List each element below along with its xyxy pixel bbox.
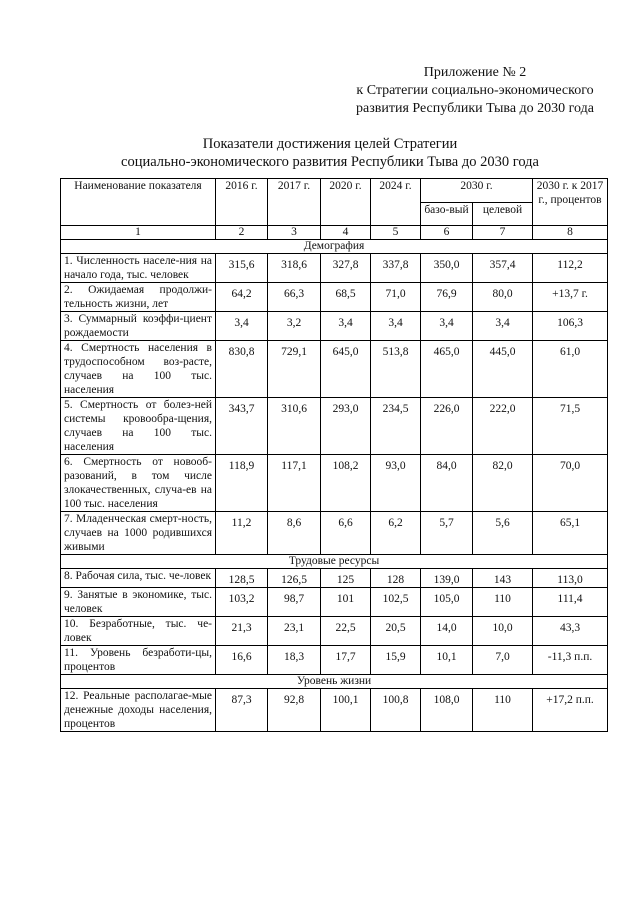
- section-title: Демография: [61, 240, 608, 254]
- column-index: 6: [421, 226, 473, 240]
- title-line: Показатели достижения целей Стратегии: [202, 136, 458, 152]
- header-base: базо-вый: [421, 202, 473, 226]
- indicator-value: 128: [371, 569, 421, 588]
- column-index-row: [61, 226, 608, 240]
- indicator-value: 5,7: [421, 512, 473, 555]
- indicator-value: 11,2: [216, 512, 268, 555]
- indicator-value: +17,2 п.п.: [533, 689, 608, 732]
- indicator-value: 71,0: [371, 283, 421, 312]
- header-target: целевой: [473, 202, 533, 226]
- column-index: 7: [473, 226, 533, 240]
- column-index: 1: [61, 226, 216, 240]
- indicator-value: 126,5: [268, 569, 321, 588]
- table-row: [61, 569, 608, 588]
- indicator-value: 327,8: [321, 254, 371, 283]
- indicator-value: 61,0: [533, 341, 608, 398]
- appendix-line: развития Республики Тыва до 2030 года: [356, 101, 594, 116]
- header-2030: 2030 г.: [421, 179, 533, 203]
- header-2024: 2024 г.: [371, 179, 421, 226]
- header-2017: 2017 г.: [268, 179, 321, 226]
- indicator-name: 7. Младенческая смерт-ность, случаев на 1000 родившихся живыми: [61, 512, 216, 555]
- indicators-table: [60, 178, 608, 732]
- indicator-value: 143: [473, 569, 533, 588]
- section-row: [61, 555, 608, 569]
- indicator-name: 3. Суммарный коэффи-циент рождаемости: [61, 312, 216, 341]
- indicator-value: 3,4: [473, 312, 533, 341]
- section-row: [61, 675, 608, 689]
- table-body: [61, 240, 608, 732]
- indicator-value: 3,4: [421, 312, 473, 341]
- indicator-value: 18,3: [268, 646, 321, 675]
- table-row: [61, 283, 608, 312]
- table-row: [61, 689, 608, 732]
- indicator-value: 139,0: [421, 569, 473, 588]
- indicator-value: 6,2: [371, 512, 421, 555]
- indicator-value: 105,0: [421, 588, 473, 617]
- table-row: [61, 512, 608, 555]
- table-row: [61, 398, 608, 455]
- header-name: Наименование показателя: [61, 179, 216, 226]
- indicator-value: 465,0: [421, 341, 473, 398]
- indicator-value: 10,1: [421, 646, 473, 675]
- indicator-value: 830,8: [216, 341, 268, 398]
- indicator-name: 2. Ожидаемая продолжи-тельность жизни, лет: [61, 283, 216, 312]
- indicator-value: 80,0: [473, 283, 533, 312]
- indicator-value: 222,0: [473, 398, 533, 455]
- indicator-value: 100,1: [321, 689, 371, 732]
- indicator-value: 8,6: [268, 512, 321, 555]
- indicator-value: 92,8: [268, 689, 321, 732]
- appendix-block: [340, 64, 610, 118]
- indicator-value: 110: [473, 588, 533, 617]
- column-index: 3: [268, 226, 321, 240]
- indicator-value: 310,6: [268, 398, 321, 455]
- indicator-value: 15,9: [371, 646, 421, 675]
- indicator-name: 11. Уровень безработи-цы, процентов: [61, 646, 216, 675]
- section-title: Уровень жизни: [61, 675, 608, 689]
- indicator-value: 70,0: [533, 455, 608, 512]
- indicator-value: 7,0: [473, 646, 533, 675]
- indicator-value: 14,0: [421, 617, 473, 646]
- indicator-name: 4. Смертность населения в трудоспособном воз-расте, случаев на 100 тыс. населения: [61, 341, 216, 398]
- indicator-value: 125: [321, 569, 371, 588]
- indicator-value: 43,3: [533, 617, 608, 646]
- indicator-value: 106,3: [533, 312, 608, 341]
- table-row: [61, 646, 608, 675]
- indicator-value: 108,2: [321, 455, 371, 512]
- column-index: 5: [371, 226, 421, 240]
- indicator-value: 21,3: [216, 617, 268, 646]
- table-row: [61, 254, 608, 283]
- indicator-value: 343,7: [216, 398, 268, 455]
- table-row: [61, 588, 608, 617]
- title-line: социально-экономического развития Республики Тыва до 2030 года: [121, 154, 539, 170]
- appendix-line: к Стратегии социально-экономического: [356, 83, 594, 98]
- indicator-value: 102,5: [371, 588, 421, 617]
- indicator-value: 128,5: [216, 569, 268, 588]
- indicator-value: 357,4: [473, 254, 533, 283]
- header-2016: 2016 г.: [216, 179, 268, 226]
- indicator-value: 84,0: [421, 455, 473, 512]
- indicator-value: 87,3: [216, 689, 268, 732]
- indicator-name: 5. Смертность от болез-ней системы кровообра-щения, случаев на 100 тыс. населения: [61, 398, 216, 455]
- indicator-value: 16,6: [216, 646, 268, 675]
- indicator-value: 66,3: [268, 283, 321, 312]
- section-row: [61, 240, 608, 254]
- header-ratio: 2030 г. к 2017 г., процентов: [533, 179, 608, 226]
- indicator-value: 118,9: [216, 455, 268, 512]
- column-index: 4: [321, 226, 371, 240]
- indicator-value: 445,0: [473, 341, 533, 398]
- indicator-value: 337,8: [371, 254, 421, 283]
- indicator-value: 82,0: [473, 455, 533, 512]
- table-row: [61, 455, 608, 512]
- indicator-value: 315,6: [216, 254, 268, 283]
- indicator-name: 8. Рабочая сила, тыс. че-ловек: [61, 569, 216, 588]
- indicator-value: 93,0: [371, 455, 421, 512]
- indicator-value: 23,1: [268, 617, 321, 646]
- indicator-value: 101: [321, 588, 371, 617]
- indicator-name: 1. Численность населе-ния на начало года, тыс. человек: [61, 254, 216, 283]
- indicator-value: 3,4: [321, 312, 371, 341]
- indicator-value: 65,1: [533, 512, 608, 555]
- indicator-value: 71,5: [533, 398, 608, 455]
- column-index: 8: [533, 226, 608, 240]
- indicator-value: 3,4: [371, 312, 421, 341]
- document-title: [60, 135, 600, 171]
- indicator-value: 98,7: [268, 588, 321, 617]
- indicator-value: 513,8: [371, 341, 421, 398]
- indicator-value: 20,5: [371, 617, 421, 646]
- appendix-number: Приложение № 2: [423, 65, 527, 80]
- column-index: 2: [216, 226, 268, 240]
- section-title: Трудовые ресурсы: [61, 555, 608, 569]
- indicator-value: 117,1: [268, 455, 321, 512]
- indicator-value: 729,1: [268, 341, 321, 398]
- table-row: [61, 312, 608, 341]
- indicator-value: 3,2: [268, 312, 321, 341]
- indicator-value: 10,0: [473, 617, 533, 646]
- indicator-value: 108,0: [421, 689, 473, 732]
- indicator-value: 76,9: [421, 283, 473, 312]
- table-row: [61, 341, 608, 398]
- indicator-value: 103,2: [216, 588, 268, 617]
- indicator-name: 6. Смертность от новооб-разований, в том числе злокачественных, случа-ев на 100 тыс. населения: [61, 455, 216, 512]
- indicator-value: 100,8: [371, 689, 421, 732]
- indicator-value: 234,5: [371, 398, 421, 455]
- indicator-value: 110: [473, 689, 533, 732]
- indicator-value: 6,6: [321, 512, 371, 555]
- indicator-value: -11,3 п.п.: [533, 646, 608, 675]
- indicator-value: 5,6: [473, 512, 533, 555]
- indicator-name: 12. Реальные располагае-мые денежные доходы населения, процентов: [61, 689, 216, 732]
- table-row: [61, 617, 608, 646]
- indicator-value: 350,0: [421, 254, 473, 283]
- indicator-value: 645,0: [321, 341, 371, 398]
- indicator-value: 112,2: [533, 254, 608, 283]
- indicator-value: +13,7 г.: [533, 283, 608, 312]
- header-2020: 2020 г.: [321, 179, 371, 226]
- indicator-value: 68,5: [321, 283, 371, 312]
- indicator-value: 113,0: [533, 569, 608, 588]
- indicator-value: 17,7: [321, 646, 371, 675]
- indicator-name: 10. Безработные, тыс. че-ловек: [61, 617, 216, 646]
- indicator-value: 64,2: [216, 283, 268, 312]
- indicator-value: 3,4: [216, 312, 268, 341]
- indicator-value: 318,6: [268, 254, 321, 283]
- indicator-value: 293,0: [321, 398, 371, 455]
- indicator-value: 226,0: [421, 398, 473, 455]
- indicator-name: 9. Занятые в экономике, тыс. человек: [61, 588, 216, 617]
- indicator-value: 22,5: [321, 617, 371, 646]
- indicator-value: 111,4: [533, 588, 608, 617]
